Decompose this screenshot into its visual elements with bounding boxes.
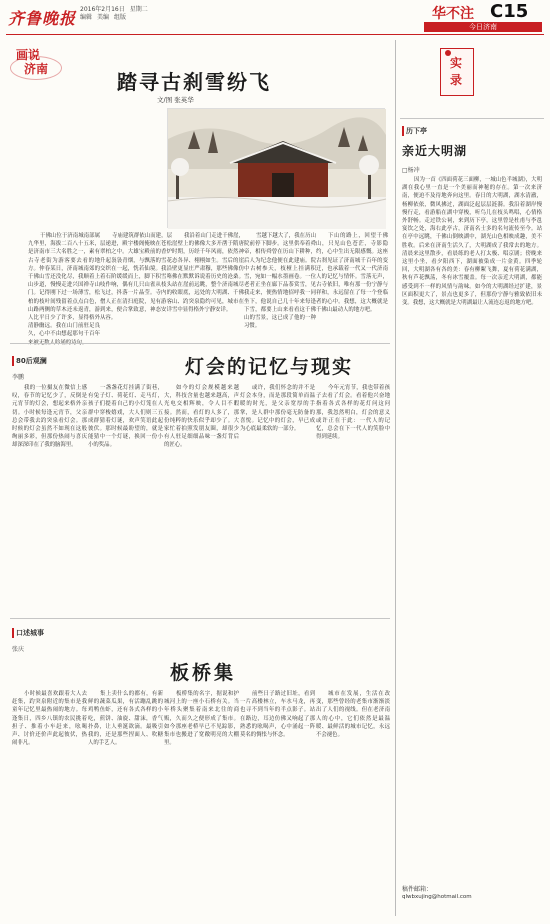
- stamp-line-2: 济南: [24, 62, 49, 76]
- column-tag-2-label: 口述城事: [12, 628, 44, 638]
- article-2-col-1: 我的一位摄友在微信上感叹，春节的记忆少了，反倒是元宵节的灯会，想起来格外亲切。小时候每逢元宵节，父亲总会带我去趵突泉看灯会。那时候的灯会虽然不如现在这般绚丽多彩，但那份热闹与喜庆却深深印在了我的脑海里。: [12, 385, 87, 449]
- article-3-col-3: 板桥集的名字，据说和护城河上的一座小石桥有关。当年桥头聚集着南来北往的商贩，久而久之便形成了集市。如今那座老桥早已不见踪影，集市也搬进了宽敞明亮的大棚里。: [164, 691, 239, 747]
- newspaper-logo: 齐鲁晚报: [8, 9, 77, 28]
- temple-snow-illustration: [168, 109, 386, 229]
- issue-date: 2016年2月16日: [80, 6, 125, 13]
- right-article-author: □杨冲: [402, 167, 420, 174]
- editor-label: 编辑: [80, 14, 93, 21]
- article-3-title: 板桥集: [170, 662, 237, 684]
- right-column-tag: [402, 126, 427, 136]
- stamp-line-1: 画说: [16, 48, 41, 62]
- shilu-tag: [440, 48, 474, 96]
- article-2-title: 灯会的记忆与现实: [185, 356, 354, 378]
- article-1-byline: 文/图 张英华: [157, 96, 194, 104]
- article-2-col-4: 或许，我们怀念的并不是灯会本身，而是那段简单而温暖的时光，是父亲宽厚的手掌，是人群中那份毫无防备的喜悦。记忆中的灯会，早已成为心底最柔软的一部分。: [240, 385, 315, 433]
- article-3-author: 张庆: [12, 646, 25, 653]
- column-stamp: [10, 44, 62, 92]
- article-1-body-lower: [28, 232, 388, 338]
- article-2-col-3: 如今的灯会规模越来越大，科技含量也越来越高，声光电交相辉映，令人目不暇接。然而，看灯的人多了，那份纯粹的快乐似乎却少了。大家忙着拍照发朋友圈，却很少有人驻足细细品味一盏灯背后的匠心。: [164, 385, 239, 449]
- subsection-bar: 今日济南: [424, 22, 542, 32]
- article-3-col-5: 城市在发展，生活在改变，那些曾经的老集市渐渐淡出了人们的视线。但在老济南人的心中，它们依然是最温暖、最鲜活的城市记忆，永远不会褪色。: [316, 691, 390, 739]
- article-1-col-2: 寺庙建筑群依山而建，层层递进，殿宇楼阁掩映在苍松翠柏之中。大雄宝殿前的香炉升起袅袅青烟，与飘落的雪花交织在一起，恍若仙境。我沿着石阶缓缓而上，脚下积雪咯吱作响，偶有几只山雀从枝头飞过，抖落一片晶莹。寺内的僧人正在清扫庭院，见有游客到来，便合掌致意，神态安详从容。: [100, 233, 172, 322]
- issue-weekday: 星期二: [129, 6, 148, 13]
- column-divider: [395, 40, 396, 916]
- article-3-col-4: 前些日子路过旧址，看到一片高楼林立，车水马龙，再也寻不到当年的半点影子。站在路边，耳边仿佛又响起了那熟悉的吆喝声，心中涌起一阵莫名的惆怅与怀念。: [240, 691, 315, 739]
- article-1-col-4: 雪越下越大了，我在历山院前停下脚步。这里供奉着舜帝，相传舜曾在历山下耕种，后人为纪念他便在此建庙。院中古树参天，枝桠上挂满积雪，宛如一幅水墨画卷。一位老者正坐在廊下品茶赏雪，见我走来，便热情地招呼我一同坐下，他说自己几十年来每逢下雪，都要上山来看看这千佛山的雪景，这已成了他的一种习惯。: [244, 233, 316, 330]
- submission-label: 稿件邮箱：: [402, 886, 433, 893]
- article-1-col-5: 下山的路上，回望千佛山，只见山色苍茫，寺影隐约，心中生出无限感慨。这座古刹见证了济南城千百年的变迁，也承载着一代又一代济南人的记忆与情怀。雪落无声，古寺依旧，唯有那一份宁静与祥和，永远留在了每一个登临者的心中。我想，这大概就是千佛山最动人的地方吧。: [316, 233, 388, 313]
- section-divider-2: [10, 618, 390, 619]
- right-column-tag-label: 历下亭: [402, 126, 427, 136]
- article-3-col-1: 小时候最喜欢跟着大人去赶集，趵突泉附近的集市是我童年记忆里最热闹的地方。每逢集日，四乡八镇的农民挑着担子、推着小车赶来，吆喝声、讨价还价声此起彼伏，热闹非凡。: [12, 691, 87, 747]
- shilu-tag-label: 实录: [450, 56, 463, 87]
- article-2-col-2: 一盏盏花灯挂满了街巷，有兔子灯、荷花灯、走马灯，孩子们提着自己的小灯笼在人群中穿梭嬉戏，大人们则三五成群猜着灯谜，欢声笑语此起彼伏。那时候最盼望的，就是能猜中一个灯谜，换回一份小小的奖品。: [88, 385, 163, 449]
- right-article-body: 因为一首《四面荷花三面柳，一城山色半城湖》，大明湖在我心里一直是一个美丽而神秘的存在。第一次来济南，便迫不及待地奔向这里。春日的大明湖，湖水清澈，杨柳依依，微风拂过，湖面泛起层层涟漪。我沿着湖岸慢慢行走，看游船在湖中穿梭，听鸟儿在枝头鸣唱，心情格外舒畅。走过铁公祠，来到历下亭，这里曾是杜甫与李邕宴饮之处，海右此亭古，济南名士多的名句流传至今。站在亭中远眺，千佛山倒映湖中，湖光山色相映成趣，美不胜收。后来在济南生活久了，大明湖成了我常去的地方。清晨来这里散步，看晨练的老人打太极、唱京剧；傍晚来这里小坐，看夕阳西下，湖面被染成一片金黄。四季轮回，大明湖各有各的美：春有柳絮飞舞，夏有荷花满湖，秋有芦花飘荡，冬有冰雪覆盖。每一次亲近大明湖，都能感受到不一样的风情与韵味。如今的大明湖经过扩建，景区面积更大了，景点也更多了，但那份宁静与雅致依旧未变。我想，这大概就是大明湖最让人流连忘返的地方吧。: [402, 177, 542, 307]
- proof-label: 组版: [114, 14, 127, 21]
- column-tag-1: [12, 356, 47, 366]
- article-1-col-1: 干佛山位于济南城南部属九华里，海拔二百八十五米，是济南市三大名胜之一，素有古寺老街为游客要去看的地方。仲春某日，济南城南郊的千佛山雪还没化尽，我顺着上山步道，慢慢走进兴国禅寺山门。记得刚下过一场薄雪，松柏的枝叶间残留着点点白色，山路两侧的草木还未返青，游人比平日少了许多，显得格外清静幽远。我在山门前驻足良久，心中不由想起那句千百年: [28, 233, 100, 338]
- column-tag-1-label: 80后观澜: [12, 356, 47, 366]
- article-2-body: [12, 384, 390, 612]
- temple-painting: [167, 108, 385, 228]
- article-2-col-5: 今年元宵节，我也带着孩子去看了灯会。看着他兴奋地指着各式各样的花灯问这问那，我忽然明白，灯会的意义或许正在于此：一代人的记忆，总会在下一代人的笑脸中得到延续。: [316, 385, 390, 441]
- page-number: C15: [490, 1, 529, 22]
- submission-email: qlwbxujing@hotmail.com: [402, 894, 472, 900]
- article-3-body: [12, 690, 390, 916]
- section-divider-1: [10, 343, 390, 344]
- article-1-title: 踏寻古刹雪纷飞: [117, 70, 271, 94]
- page-header: [0, 0, 550, 30]
- column-tag-2: [12, 628, 44, 638]
- section-title: 华不注: [432, 6, 474, 22]
- right-divider: [400, 118, 544, 119]
- header-meta: [80, 6, 153, 22]
- article-3-col-2: 集上卖什么的都有，有新鲜的蔬菜瓜果，有活蹦乱跳的鸡鸭鱼虾，还有各式各样的小吃，煎饼、油旋、甜沫，香气扑鼻，让人垂涎欲滴。最吸引我的，还是那些捏面人、吹糖人的手艺人。: [88, 691, 163, 747]
- right-article-title: 亲近大明湖: [402, 144, 468, 158]
- header-rule: [6, 34, 544, 35]
- article-1-col-3: 我沿着山门走进千佛崖，崖壁上的佛像大多开凿于隋唐时期，历经千年风雨，依然神态各异、栩栩如生。雪后的崖壁更显庄严肃穆，那些佛像仿佛在默默诉说着历史的沧桑。站在崖前远眺，整个济南城尽收眼底，远处的大明湖、千佛山、趵突泉隐约可见，城市在雪中显得格外宁静安详。: [172, 233, 244, 313]
- designer-label: 美编: [97, 14, 110, 21]
- article-2-author: 李鹏: [12, 374, 25, 381]
